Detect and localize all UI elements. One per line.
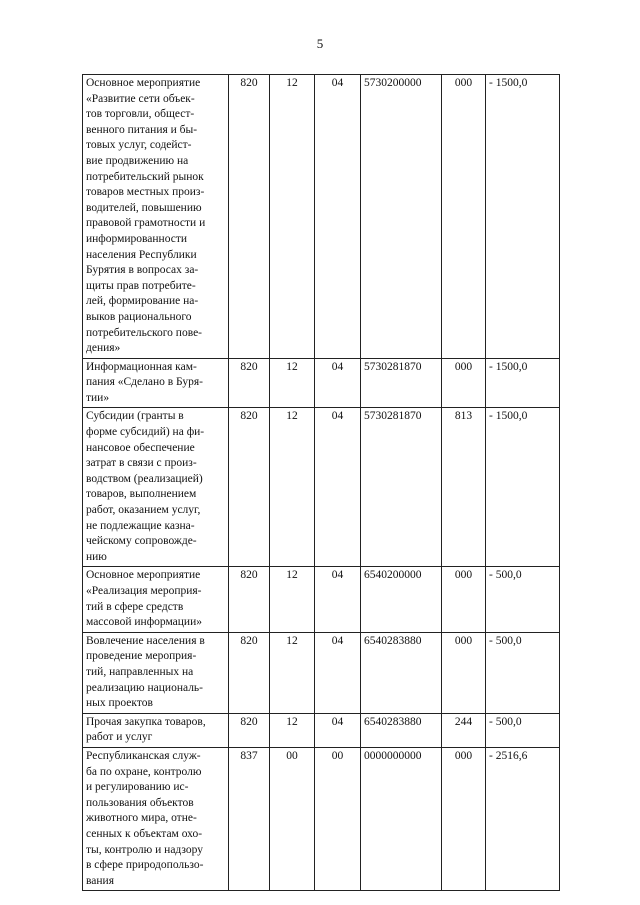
description-line: дения»	[86, 342, 121, 355]
vr-code-cell: 000	[442, 567, 486, 632]
row-description	[83, 567, 229, 632]
rz-code-cell: 12	[270, 75, 315, 359]
rz-code-cell: 00	[270, 747, 315, 890]
description-line: тий, направленных на	[86, 665, 194, 678]
description-line: Вовлечение населения в	[86, 634, 205, 647]
table-row	[83, 408, 560, 567]
table-row	[83, 632, 560, 713]
description-line: Основное мероприятие	[86, 77, 201, 89]
page-number: 5	[316, 36, 324, 51]
table-row	[83, 567, 560, 632]
vr-code-cell: 000	[442, 632, 486, 713]
table-row	[83, 747, 560, 890]
amount-cell: - 500,0	[486, 713, 560, 747]
description-line: Информационная кам-	[86, 360, 197, 373]
vr-code-cell: 000	[442, 747, 486, 890]
pr-code-cell: 04	[315, 75, 361, 359]
pr-code-cell: 00	[315, 747, 361, 890]
table-row	[83, 358, 560, 408]
description-line: тий в сфере средств	[86, 600, 184, 613]
rz-code-cell: 12	[270, 567, 315, 632]
description-line: и регулированию ис-	[86, 781, 189, 794]
description-line: потребительского пове-	[86, 326, 203, 339]
amount-cell: - 500,0	[486, 567, 560, 632]
description-line: в сфере природопользо-	[86, 859, 204, 872]
amount-cell: - 2516,6	[486, 747, 560, 890]
table-row	[83, 713, 560, 747]
csr-code-cell: 6540283880	[361, 632, 442, 713]
csr-code-cell: 6540200000	[361, 567, 442, 632]
description-line: нию	[86, 550, 107, 563]
row-description	[83, 632, 229, 713]
description-line: проведение мероприя-	[86, 650, 197, 663]
description-line: вания	[86, 874, 114, 887]
csr-code-cell: 5730281870	[361, 408, 442, 567]
pr-code-cell: 04	[315, 713, 361, 747]
description-line: водством (реализацией)	[86, 472, 203, 485]
description-line: лей, формирование на-	[86, 295, 199, 308]
csr-code-cell: 6540283880	[361, 713, 442, 747]
description-line: нансовое обеспечение	[86, 441, 195, 454]
description-line: тов торговли, общест-	[86, 108, 195, 121]
pr-code-cell: 04	[315, 358, 361, 408]
description-line: товых услуг, содейст-	[86, 139, 192, 152]
vr-code-cell: 000	[442, 75, 486, 359]
rz-code-cell: 12	[270, 632, 315, 713]
description-line: водителей, повышению	[86, 201, 202, 214]
description-line: вие продвижению на	[86, 154, 189, 167]
description-line: ных проектов	[86, 697, 153, 710]
amount-cell: - 1500,0	[486, 358, 560, 408]
csr-code-cell: 5730281870	[361, 358, 442, 408]
description-line: Прочая закупка товаров,	[86, 715, 206, 728]
description-line: щиты прав потребите-	[86, 279, 196, 292]
budget-table	[82, 74, 560, 891]
description-line: Субсидии (гранты в	[86, 410, 184, 423]
budget-table-body	[83, 75, 560, 891]
csr-code-cell: 5730200000	[361, 75, 442, 359]
description-line: «Развитие сети объек-	[86, 92, 195, 105]
description-line: массовой информации»	[86, 616, 202, 629]
row-description	[83, 408, 229, 567]
description-line: Республиканская служ-	[86, 749, 201, 762]
description-line: Основное мероприятие	[86, 569, 201, 582]
gr-code-cell: 820	[229, 408, 270, 567]
description-line: чейскому сопровожде-	[86, 535, 197, 548]
description-line: выков рационального	[86, 310, 192, 323]
amount-cell: - 1500,0	[486, 408, 560, 567]
description-line: венного питания и бы-	[86, 123, 198, 136]
description-line: пользования объектов	[86, 796, 194, 809]
description-line: товаров, выполнением	[86, 488, 197, 501]
row-description	[83, 358, 229, 408]
description-line: затрат в связи с произ-	[86, 457, 197, 470]
description-line: сенных к объектам охо-	[86, 827, 203, 840]
gr-code-cell: 820	[229, 75, 270, 359]
description-line: ба по охране, контролю	[86, 765, 202, 778]
description-line: тии»	[86, 391, 110, 404]
rz-code-cell: 12	[270, 713, 315, 747]
description-line: «Реализация мероприя-	[86, 585, 202, 597]
description-line: не подлежащие казна-	[86, 519, 195, 532]
vr-code-cell: 813	[442, 408, 486, 567]
amount-cell: - 500,0	[486, 632, 560, 713]
description-line: работ и услуг	[86, 731, 153, 744]
description-line: ты, контролю и надзору	[86, 843, 203, 856]
gr-code-cell: 820	[229, 358, 270, 408]
description-line: товаров местных произ-	[86, 186, 205, 199]
description-line: пания «Сделано в Буря-	[86, 376, 203, 389]
gr-code-cell: 820	[229, 567, 270, 632]
description-line: животного мира, отне-	[86, 812, 197, 825]
description-line: населения Республики	[86, 248, 197, 261]
csr-code-cell: 0000000000	[361, 747, 442, 890]
rz-code-cell: 12	[270, 358, 315, 408]
rz-code-cell: 12	[270, 408, 315, 567]
description-line: форме субсидий) на фи-	[86, 426, 205, 439]
pr-code-cell: 04	[315, 567, 361, 632]
pr-code-cell: 04	[315, 632, 361, 713]
description-line: работ, оказанием услуг,	[86, 504, 201, 517]
row-description	[83, 713, 229, 747]
description-line: Бурятия в вопросах за-	[86, 264, 199, 277]
pr-code-cell: 04	[315, 408, 361, 567]
gr-code-cell: 837	[229, 747, 270, 890]
table-row	[83, 75, 560, 359]
amount-cell: - 1500,0	[486, 75, 560, 359]
gr-code-cell: 820	[229, 632, 270, 713]
row-description	[83, 747, 229, 890]
description-line: правовой грамотности и	[86, 217, 206, 230]
vr-code-cell: 244	[442, 713, 486, 747]
row-description	[83, 75, 229, 359]
description-line: реализацию националь-	[86, 681, 204, 694]
description-line: информированности	[86, 232, 188, 245]
description-line: потребительский рынок	[86, 170, 204, 183]
vr-code-cell: 000	[442, 358, 486, 408]
gr-code-cell: 820	[229, 713, 270, 747]
